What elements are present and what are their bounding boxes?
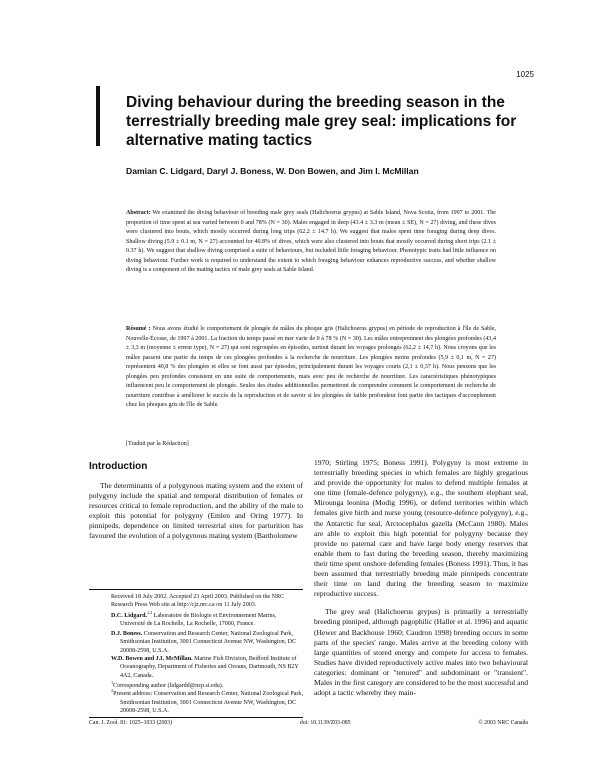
resume-text: Nous avons étudié le comportement de plongée de mâles du phoque gris (Halichoerus grypus) en période de reproduction à l'île de Sable, Nouvelle-Écosse, de 1997 à 2001. La fraction du temps passé en mer varie de 0 à 78 % (N = 30). Les mâles entreprennent des plongées profondes (43,4 ± 3,3 m (moyenne ± erreur type), N = 27) qui sont regroupées en épisodes, surtout durant les voyages prolongés (62,2 ± 14,7 h). Nous croyons que les mâles passent une partie du temps de ces plongées profondes à la recherche de nourriture. Les plongées moins profondes (5,9 ± 0,1 m, N = 27) représentent 40,8 % des plongées et elles se font aussi par épisodes, principalement durant les voyages courts (2,1 ± 0,37 h). Nous pensons que les plongées peu profondes consistent en une suite de comportements, mais avec peu de recherche de nourriture. Les caractéristiques phénotypiques influencent peu le comportement de plongée. Seules des études additionnelles permettront de comprendre comment le comportement de recherche de nourriture contribue à améliorer le succès de la reproduction et de savoir si les plongées de faible profondeur font partie des tactiques d'accouplement chez les phoques gris de l'île de Sable. bbox=[126, 326, 496, 409]
article-title: Diving behaviour during the breeding season in the terrestrially breeding male grey seal: implications for alternative mating tactics bbox=[126, 94, 517, 149]
resume-label: Résumé : bbox=[126, 326, 151, 332]
left-column bbox=[89, 461, 303, 542]
affiliation-boness bbox=[111, 630, 303, 655]
right-column bbox=[314, 458, 528, 698]
article-notes bbox=[111, 593, 303, 715]
footnote-text: Corresponding author (lidgardd@nzp.si.edu). bbox=[113, 682, 224, 689]
notes-divider-bottom bbox=[89, 717, 303, 718]
introduction-paragraph-2: The grey seal (Halichoerus grypus) is primarily a terrestrially breeding pinniped, although pagophilic (Haller et al. 1996) and aquatic (Hewer and Backhouse 1960; Caudron 1998) breeding occurs in some parts of the species' range. Males arrive at the breeding colony with large quantities of stored energy and compete for access to females. Studies have divided reproductively active males into two behavioural categories: dominant or "tenured" and subdominant or "transient". Males in the first category are considered to be the most successful and adopt a tactic whereby they main- bbox=[314, 607, 528, 698]
introduction-paragraph-1: The determinants of a polygynous mating system and the extent of polygyny include the spatial and temporal distribution of females or resources critical to female reproduction, and the ability of the male to exploit this potential for polygyny (Emlen and Oring 1977). In pinnipeds, dependence on limited terrestrial sites for parturition has favoured the evolution of a polygynous mating system (Bartholomew bbox=[89, 481, 303, 541]
affiliation-text: Laboratoire de Biologie et Environnement Marins, Université de La Rochelle, La Rochelle, 17000, France. bbox=[120, 612, 277, 627]
affiliation-name: D.C. Lidgard. bbox=[111, 612, 147, 619]
affiliation-text: Marine Fish Division, Bedford Institute of Oceanography, Department of Fisheries and Oceans, Dartmouth, NS B2Y 4A2, Canada. bbox=[120, 656, 299, 679]
abstract-label: Abstract: bbox=[126, 210, 151, 216]
received-dates: Received 18 July 2002. Accepted 23 April 2003. Published on the NRC Research Press Web site at http://cjz.nrc.ca on 11 July 2003. bbox=[111, 594, 285, 609]
footnote-mark: 2 bbox=[111, 688, 114, 694]
footnote-1 bbox=[111, 679, 303, 690]
page-number: 1025 bbox=[516, 70, 534, 79]
abstract bbox=[126, 209, 496, 276]
doi: doi: 10.1139/Z03-085 bbox=[299, 720, 351, 726]
footnote-mark: 1 bbox=[111, 679, 114, 685]
author-list: Damian C. Lidgard, Daryl J. Boness, W. Don Bowen, and Jim I. McMillan bbox=[126, 166, 419, 176]
translation-note: [Traduit par la Rédaction] bbox=[126, 441, 189, 447]
resume bbox=[126, 325, 496, 411]
copyright: © 2003 NRC Canada bbox=[478, 720, 528, 726]
affiliation-lidgard bbox=[111, 609, 303, 629]
notes-divider-top bbox=[89, 589, 303, 590]
affiliation-name: W.D. Bowen and J.I. McMillan. bbox=[111, 656, 193, 663]
footnote-text: Present address: Conservation and Research Center, National Zoological Park, Smithsonian Institution, 3001 Connecticut Avenue NW, Washington, DC 20008-2598, U.S.A. bbox=[113, 691, 303, 714]
introduction-heading: Introduction bbox=[89, 461, 148, 472]
footnote-2 bbox=[111, 690, 303, 715]
title-rule bbox=[96, 86, 100, 146]
page-footer bbox=[89, 720, 528, 726]
affiliation-name: D.J. Boness. bbox=[111, 631, 143, 638]
introduction-paragraph-1-continued: 1970; Stirling 1975; Boness 1991). Polygyny is most extreme in terrestrially breeding species in which females are highly gregarious and provide the opportunity for males to defend multiple females at one time (female-defence polygyny), e.g., the southern elephant seal, Mirounga leonina (Modig 1996), or defend territories within which females give birth and nurse young (resource-defence polygyny), e.g., the Antarctic fur seal, Arctocephalus gazella (McCann 1980). Males are able to exploit this high potential for polygyny because they provide no paternal care and have large body energy reserves that enable them to fast during the breeding season, thereby maximizing their time spent onshore defending females (Boness 1991). Thus, it has been assumed that terrestrially breeding male pinnipeds concentrate their time on land during the breeding season to maximize reproductive success. bbox=[314, 458, 528, 599]
journal-citation: Can. J. Zool. 81: 1025–1033 (2003) bbox=[89, 720, 173, 726]
affiliation-bowen-mcmillan bbox=[111, 655, 303, 680]
abstract-text: We examined the diving behaviour of breeding male grey seals (Halichoerus grypus) at Sable Island, Nova Scotia, from 1997 to 2001. The proportion of time spent at sea varied between 0 and 78% (N = 30). Males engaged in deep (43.4 ± 3.3 m (mean ± SE), N = 27) diving, and these dives were clustered into bouts, which mostly occurred during long trips (62.2 ± 14.7 h). We suggest that males spent time foraging during deep dives. Shallow diving (5.9 ± 0.1 m, N = 27) accounted for 40.8% of dives, which were also clustered into bouts that mostly occurred during short trips (2.1 ± 0.37 h). We suggest that shallow diving comprised a suite of behaviours, but included little foraging behaviour. Phenotypic traits had little influence on diving behaviour. Further work is required to understand the extent to which foraging behaviour enhances reproductive success, and whether shallow diving is a component of the mating tactics of male grey seals at Sable Island. bbox=[126, 210, 496, 274]
footnote-marks: 1,2 bbox=[146, 609, 153, 615]
affiliation-text: Conservation and Research Center, National Zoological Park, Smithsonian Institution, 3001 Connecticut Avenue NW, Washington, DC 20008-2598, U.S.A. bbox=[120, 631, 297, 654]
